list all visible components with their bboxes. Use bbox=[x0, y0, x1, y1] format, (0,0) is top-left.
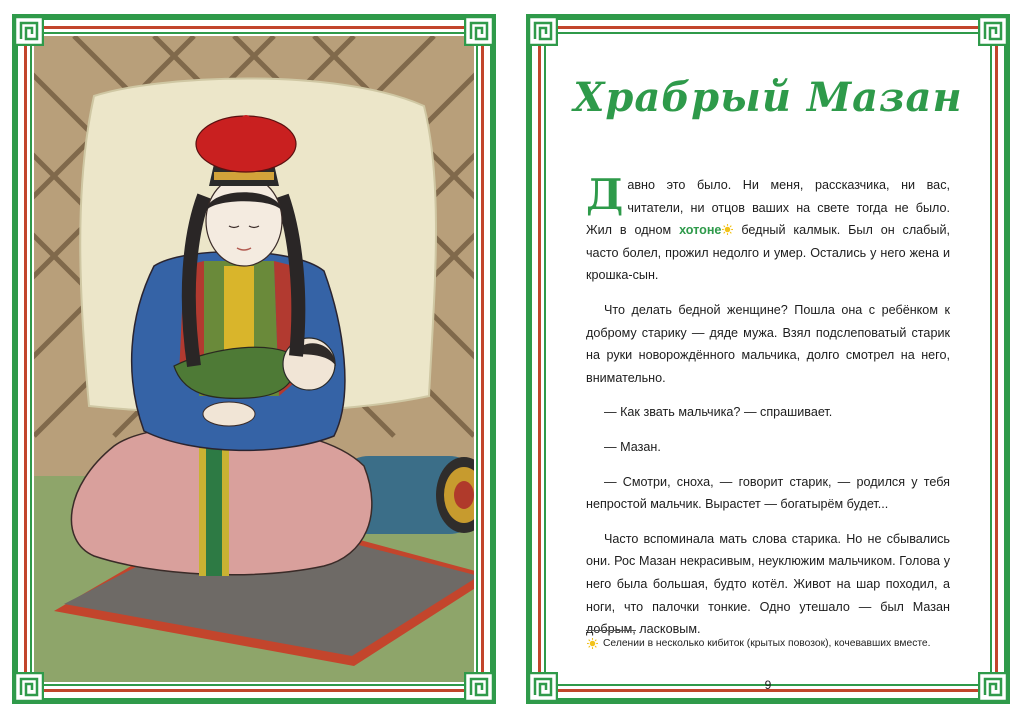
footnote-divider bbox=[586, 630, 636, 631]
greek-key-icon bbox=[464, 16, 494, 46]
paragraph: — Как звать мальчика? — спрашивает. bbox=[604, 405, 833, 420]
paragraph-text: авно это было. Ни меня, рассказчика, ни вас, читатели, ни отцов ваших на свете тогда не было. Жил в одном bbox=[586, 178, 950, 238]
right-page bbox=[526, 14, 1010, 704]
greek-key-icon bbox=[14, 16, 44, 46]
greek-key-icon bbox=[978, 672, 1008, 702]
greek-key-icon bbox=[528, 672, 558, 702]
glossary-term: хотоне bbox=[679, 223, 722, 238]
paragraph: Часто вспоминала мать слова старика. Но не сбывались они. Рос Мазан некрасивым, неуклюжим мальчиком. Голова у него была большая, будто котёл. Живот на шар походил, а ноги, что палочки тонкие. Одно утешало — был Мазан добрым, ласковым. bbox=[586, 531, 950, 637]
footnote-text: Селении в несколько кибиток (крытых повозок), кочевавших вместе. bbox=[603, 638, 931, 649]
left-page bbox=[12, 14, 496, 704]
greek-key-icon bbox=[978, 16, 1008, 46]
paragraph: Что делать бедной женщине? Пошла она с ребёнком к доброму старику — дяде мужа. Взял подслеповатый старик на руки новорождённого мальчика, долго смотрел на него, внимательно. bbox=[586, 302, 950, 385]
sun-icon bbox=[722, 224, 733, 235]
paragraph: — Мазан. bbox=[604, 439, 661, 454]
paragraph bbox=[586, 170, 950, 287]
illustration-mother-and-child bbox=[34, 36, 474, 682]
greek-key-icon bbox=[528, 16, 558, 46]
story-title: Храбрый Мазан bbox=[573, 74, 963, 121]
page-number: 9 bbox=[764, 678, 772, 692]
story-text-area bbox=[566, 44, 970, 692]
footnote bbox=[586, 638, 950, 649]
story-body bbox=[586, 170, 950, 653]
greek-key-icon bbox=[464, 672, 494, 702]
greek-key-icon bbox=[14, 672, 44, 702]
paragraph: — Смотри, сноха, — говорит старик, — родился у тебя непростой мальчик. Вырастет — богатырём будет... bbox=[586, 474, 950, 512]
sun-icon bbox=[587, 638, 598, 649]
paragraph-text: бедный калмык. Был он слабый, часто болел, прожил недолго и умер. Остались у него жена и крошка-сын. bbox=[586, 223, 950, 283]
drop-cap: Д bbox=[586, 170, 624, 219]
